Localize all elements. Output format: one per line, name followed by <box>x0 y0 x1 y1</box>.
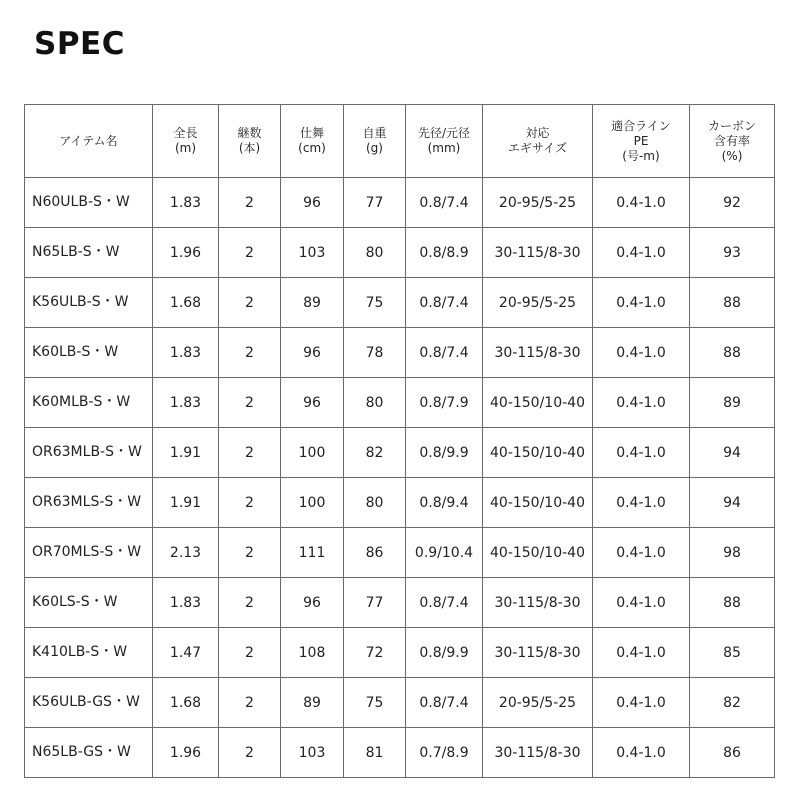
cell-pe-line: 0.4-1.0 <box>593 628 690 678</box>
cell-tip-butt-diameter: 0.8/7.9 <box>406 378 483 428</box>
cell-item-name: K60MLB-S・W <box>25 378 153 428</box>
cell-length: 1.83 <box>153 378 219 428</box>
cell-pieces: 2 <box>219 428 281 478</box>
cell-weight: 86 <box>344 528 406 578</box>
cell-tip-butt-diameter: 0.8/9.9 <box>406 428 483 478</box>
cell-length: 1.91 <box>153 478 219 528</box>
header-label-line: 自重 <box>362 126 387 140</box>
cell-length: 1.83 <box>153 578 219 628</box>
cell-weight: 78 <box>344 328 406 378</box>
cell-pe-line: 0.4-1.0 <box>593 178 690 228</box>
header-label-line: 含有率 <box>713 133 750 148</box>
cell-egi-size: 40-150/10-40 <box>483 528 593 578</box>
cell-pe-line: 0.4-1.0 <box>593 428 690 478</box>
cell-carbon-content: 93 <box>690 228 775 278</box>
cell-egi-size: 30-115/8-30 <box>483 328 593 378</box>
cell-length: 1.91 <box>153 428 219 478</box>
cell-item-name: K60LS-S・W <box>25 578 153 628</box>
header-label-line: カーボン <box>707 118 756 133</box>
cell-item-name: OR63MLS-S・W <box>25 478 153 528</box>
cell-pieces: 2 <box>219 728 281 778</box>
header-pieces <box>219 105 281 178</box>
header-label-line: (g) <box>366 141 383 155</box>
header-label-line: 適合ライン <box>611 118 671 133</box>
cell-egi-size: 30-115/8-30 <box>483 578 593 628</box>
cell-length: 1.96 <box>153 228 219 278</box>
cell-egi-size: 30-115/8-30 <box>483 728 593 778</box>
cell-carbon-content: 85 <box>690 628 775 678</box>
cell-weight: 77 <box>344 578 406 628</box>
cell-pe-line: 0.4-1.0 <box>593 578 690 628</box>
cell-tip-butt-diameter: 0.8/7.4 <box>406 278 483 328</box>
page-title: SPEC <box>34 26 125 62</box>
header-label-line: (m) <box>174 141 197 155</box>
header-label-line: アイテム名 <box>59 133 118 148</box>
cell-closed-length: 96 <box>281 328 344 378</box>
cell-pieces: 2 <box>219 278 281 328</box>
cell-pieces: 2 <box>219 328 281 378</box>
cell-egi-size: 40-150/10-40 <box>483 378 593 428</box>
cell-item-name: K56ULB-GS・W <box>25 678 153 728</box>
cell-item-name: OR70MLS-S・W <box>25 528 153 578</box>
header-label-line: 対応 <box>525 126 550 140</box>
cell-tip-butt-diameter: 0.8/9.4 <box>406 478 483 528</box>
header-tip-butt-diameter <box>406 105 483 178</box>
cell-pe-line: 0.4-1.0 <box>593 728 690 778</box>
cell-item-name: K60LB-S・W <box>25 328 153 378</box>
cell-closed-length: 89 <box>281 278 344 328</box>
cell-item-name: OR63MLB-S・W <box>25 428 153 478</box>
table-row <box>25 428 775 478</box>
cell-carbon-content: 88 <box>690 278 775 328</box>
cell-length: 1.68 <box>153 678 219 728</box>
cell-item-name: N65LB-S・W <box>25 228 153 278</box>
spec-table <box>24 104 775 778</box>
header-length <box>153 105 219 178</box>
cell-weight: 77 <box>344 178 406 228</box>
cell-pieces: 2 <box>219 678 281 728</box>
cell-carbon-content: 88 <box>690 578 775 628</box>
header-label-line: 全長 <box>173 126 198 140</box>
cell-carbon-content: 88 <box>690 328 775 378</box>
cell-closed-length: 96 <box>281 578 344 628</box>
cell-weight: 75 <box>344 678 406 728</box>
cell-weight: 81 <box>344 728 406 778</box>
cell-pe-line: 0.4-1.0 <box>593 478 690 528</box>
cell-item-name: N60ULB-S・W <box>25 178 153 228</box>
cell-tip-butt-diameter: 0.8/7.4 <box>406 178 483 228</box>
header-label-line: 継数 <box>237 126 262 140</box>
table-row <box>25 328 775 378</box>
cell-length: 1.68 <box>153 278 219 328</box>
header-label-line: (本) <box>238 141 261 155</box>
cell-closed-length: 108 <box>281 628 344 678</box>
cell-egi-size: 20-95/5-25 <box>483 278 593 328</box>
cell-carbon-content: 92 <box>690 178 775 228</box>
table-row <box>25 628 775 678</box>
cell-closed-length: 96 <box>281 178 344 228</box>
header-label-line: 先径/元径 <box>417 126 471 140</box>
cell-closed-length: 103 <box>281 228 344 278</box>
cell-carbon-content: 86 <box>690 728 775 778</box>
header-label-line: 仕舞 <box>299 126 324 140</box>
header-weight <box>344 105 406 178</box>
cell-egi-size: 30-115/8-30 <box>483 228 593 278</box>
table-row <box>25 528 775 578</box>
table-row <box>25 678 775 728</box>
cell-pieces: 2 <box>219 178 281 228</box>
header-label-line: エギサイズ <box>507 141 568 155</box>
cell-pieces: 2 <box>219 528 281 578</box>
cell-carbon-content: 94 <box>690 478 775 528</box>
cell-egi-size: 20-95/5-25 <box>483 178 593 228</box>
cell-weight: 75 <box>344 278 406 328</box>
header-item-name <box>25 105 153 178</box>
cell-weight: 80 <box>344 378 406 428</box>
cell-weight: 72 <box>344 628 406 678</box>
cell-tip-butt-diameter: 0.8/7.4 <box>406 328 483 378</box>
cell-egi-size: 30-115/8-30 <box>483 628 593 678</box>
table-row <box>25 478 775 528</box>
header-row <box>25 105 775 178</box>
cell-length: 1.83 <box>153 178 219 228</box>
table-row <box>25 378 775 428</box>
header-label-line: (mm) <box>427 141 461 155</box>
cell-pe-line: 0.4-1.0 <box>593 378 690 428</box>
cell-closed-length: 100 <box>281 428 344 478</box>
cell-tip-butt-diameter: 0.7/8.9 <box>406 728 483 778</box>
cell-weight: 80 <box>344 228 406 278</box>
cell-weight: 82 <box>344 428 406 478</box>
table-row <box>25 178 775 228</box>
cell-tip-butt-diameter: 0.8/7.4 <box>406 578 483 628</box>
table-row <box>25 228 775 278</box>
cell-pe-line: 0.4-1.0 <box>593 678 690 728</box>
cell-tip-butt-diameter: 0.8/7.4 <box>406 678 483 728</box>
cell-closed-length: 96 <box>281 378 344 428</box>
cell-egi-size: 40-150/10-40 <box>483 478 593 528</box>
header-label-line: (号-m) <box>622 148 660 163</box>
header-carbon-content <box>690 105 775 178</box>
header-closed-length <box>281 105 344 178</box>
cell-item-name: K410LB-S・W <box>25 628 153 678</box>
cell-pieces: 2 <box>219 628 281 678</box>
header-label-line: PE <box>633 133 649 148</box>
header-egi-size <box>483 105 593 178</box>
table-body <box>25 178 775 778</box>
cell-closed-length: 100 <box>281 478 344 528</box>
cell-length: 2.13 <box>153 528 219 578</box>
table-row <box>25 278 775 328</box>
cell-egi-size: 40-150/10-40 <box>483 428 593 478</box>
cell-pieces: 2 <box>219 578 281 628</box>
cell-tip-butt-diameter: 0.8/9.9 <box>406 628 483 678</box>
header-label-line: (%) <box>721 148 743 163</box>
cell-carbon-content: 89 <box>690 378 775 428</box>
cell-pe-line: 0.4-1.0 <box>593 528 690 578</box>
cell-length: 1.83 <box>153 328 219 378</box>
cell-pieces: 2 <box>219 378 281 428</box>
header-pe-line <box>593 105 690 178</box>
table-row <box>25 578 775 628</box>
cell-carbon-content: 94 <box>690 428 775 478</box>
cell-pieces: 2 <box>219 228 281 278</box>
cell-item-name: N65LB-GS・W <box>25 728 153 778</box>
cell-weight: 80 <box>344 478 406 528</box>
cell-pe-line: 0.4-1.0 <box>593 278 690 328</box>
cell-pe-line: 0.4-1.0 <box>593 328 690 378</box>
cell-carbon-content: 98 <box>690 528 775 578</box>
cell-closed-length: 111 <box>281 528 344 578</box>
cell-egi-size: 20-95/5-25 <box>483 678 593 728</box>
cell-tip-butt-diameter: 0.9/10.4 <box>406 528 483 578</box>
cell-closed-length: 103 <box>281 728 344 778</box>
cell-pieces: 2 <box>219 478 281 528</box>
cell-carbon-content: 82 <box>690 678 775 728</box>
table-row <box>25 728 775 778</box>
cell-tip-butt-diameter: 0.8/8.9 <box>406 228 483 278</box>
cell-pe-line: 0.4-1.0 <box>593 228 690 278</box>
cell-item-name: K56ULB-S・W <box>25 278 153 328</box>
cell-length: 1.47 <box>153 628 219 678</box>
header-label-line: (cm) <box>298 141 326 155</box>
cell-closed-length: 89 <box>281 678 344 728</box>
cell-length: 1.96 <box>153 728 219 778</box>
